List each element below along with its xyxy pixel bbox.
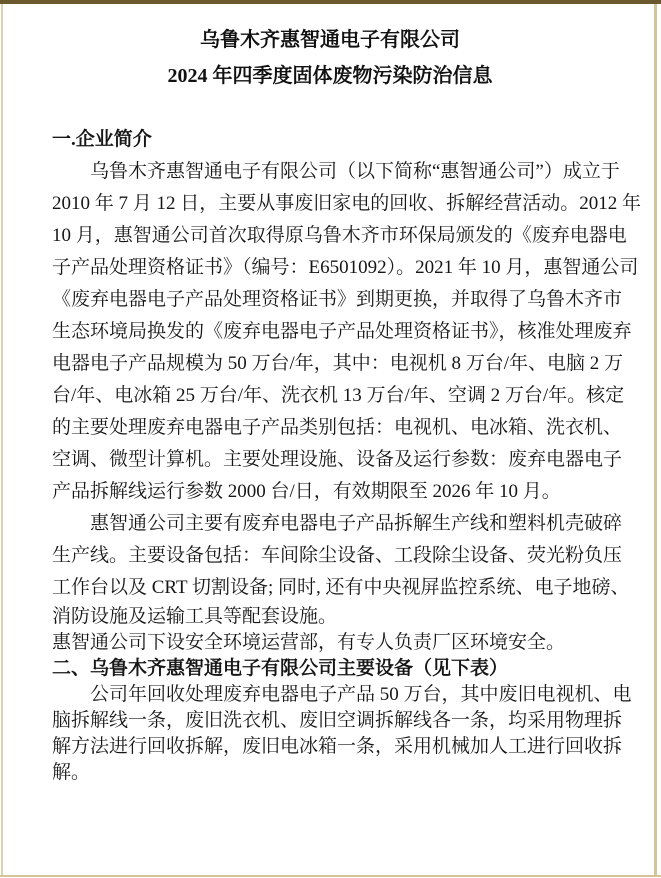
text-line: 消防设施及运输工具等配套设施。 bbox=[52, 606, 338, 627]
text-line: 《废弃电器电子产品处理资格证书》到期更换，并取得了乌鲁木齐市 bbox=[52, 289, 623, 310]
page-border-top bbox=[0, 0, 661, 4]
page-border-left bbox=[1, 4, 3, 875]
document-title: 乌鲁木齐惠智通电子有限公司 bbox=[200, 29, 460, 51]
text-line: 台/年、电冰箱 25 万台/年、洗衣机 13 万台/年、空调 2 万台/年。核定 bbox=[52, 385, 625, 406]
text-line: 一.企业简介 bbox=[52, 129, 152, 150]
page-content bbox=[52, 22, 642, 786]
text-line: 工作台以及 CRT 切割设备; 同时, 还有中央视屏监控系统、电子地磅、 bbox=[52, 577, 630, 598]
text-line: 空调、微型计算机。主要处理设施、设备及运行参数：废弃电器电子 bbox=[52, 449, 623, 470]
section bbox=[52, 682, 632, 786]
text-line: 电器电子产品规模为 50 万台/年，其中：电视机 8 万台/年、电脑 2 万 bbox=[52, 353, 624, 374]
section bbox=[52, 604, 608, 656]
text-line: 解方法进行回收拆解，废旧电冰箱一条，采用机械加人工进行回收拆 bbox=[52, 736, 623, 757]
text-line: 的主要处理废弃电器电子产品类别包括：电视机、电冰箱、洗衣机、 bbox=[52, 417, 623, 438]
text-line: 子产品处理资格证书》（编号：E6501092）。2021 年 10 月，惠智通公司 bbox=[52, 257, 639, 278]
document-subtitle: 2024 年四季度固体废物污染防治信息 bbox=[167, 65, 493, 87]
section bbox=[52, 156, 642, 508]
text-line: 解。 bbox=[52, 762, 91, 783]
text-line: 2010 年 7 月 12 日，主要从事废旧家电的回收、拆解经营活动。2012 年 bbox=[52, 193, 642, 214]
text-line: 乌鲁木齐惠智通电子有限公司（以下简称“惠智通公司”）成立于 bbox=[90, 161, 620, 182]
text-line: 惠智通公司下设安全环境运营部，有专人负责厂区环境安全。 bbox=[52, 632, 566, 653]
text-line: 惠智通公司主要有废弃电器电子产品拆解生产线和塑料机壳破碎 bbox=[90, 513, 623, 534]
page-border-right bbox=[654, 4, 657, 875]
page-border-bottom bbox=[0, 875, 661, 877]
text-line: 10 月，惠智通公司首次取得原乌鲁木齐市环保局颁发的《废弃电器电 bbox=[52, 225, 627, 246]
text-line: 生产线。主要设备包括：车间除尘设备、工段除尘设备、荧光粉负压 bbox=[52, 545, 623, 566]
document-body bbox=[52, 124, 642, 786]
text-line: 生态环境局换发的《废弃电器电子产品处理资格证书》，核准处理废弃 bbox=[52, 321, 632, 342]
text-line: 产品拆解线运行参数 2000 台/日，有效期限至 2026 年 10 月。 bbox=[52, 481, 561, 502]
section bbox=[52, 656, 608, 682]
text-line: 公司年回收处理废弃电器电子产品 50 万台，其中废旧电视机、电 bbox=[90, 684, 632, 705]
section bbox=[52, 508, 630, 604]
text-line: 二、乌鲁木齐惠智通电子有限公司主要设备（见下表） bbox=[52, 658, 509, 679]
text-line: 脑拆解线一条，废旧洗衣机、废旧空调拆解线各一条，均采用物理拆 bbox=[52, 710, 623, 731]
section bbox=[52, 124, 608, 156]
